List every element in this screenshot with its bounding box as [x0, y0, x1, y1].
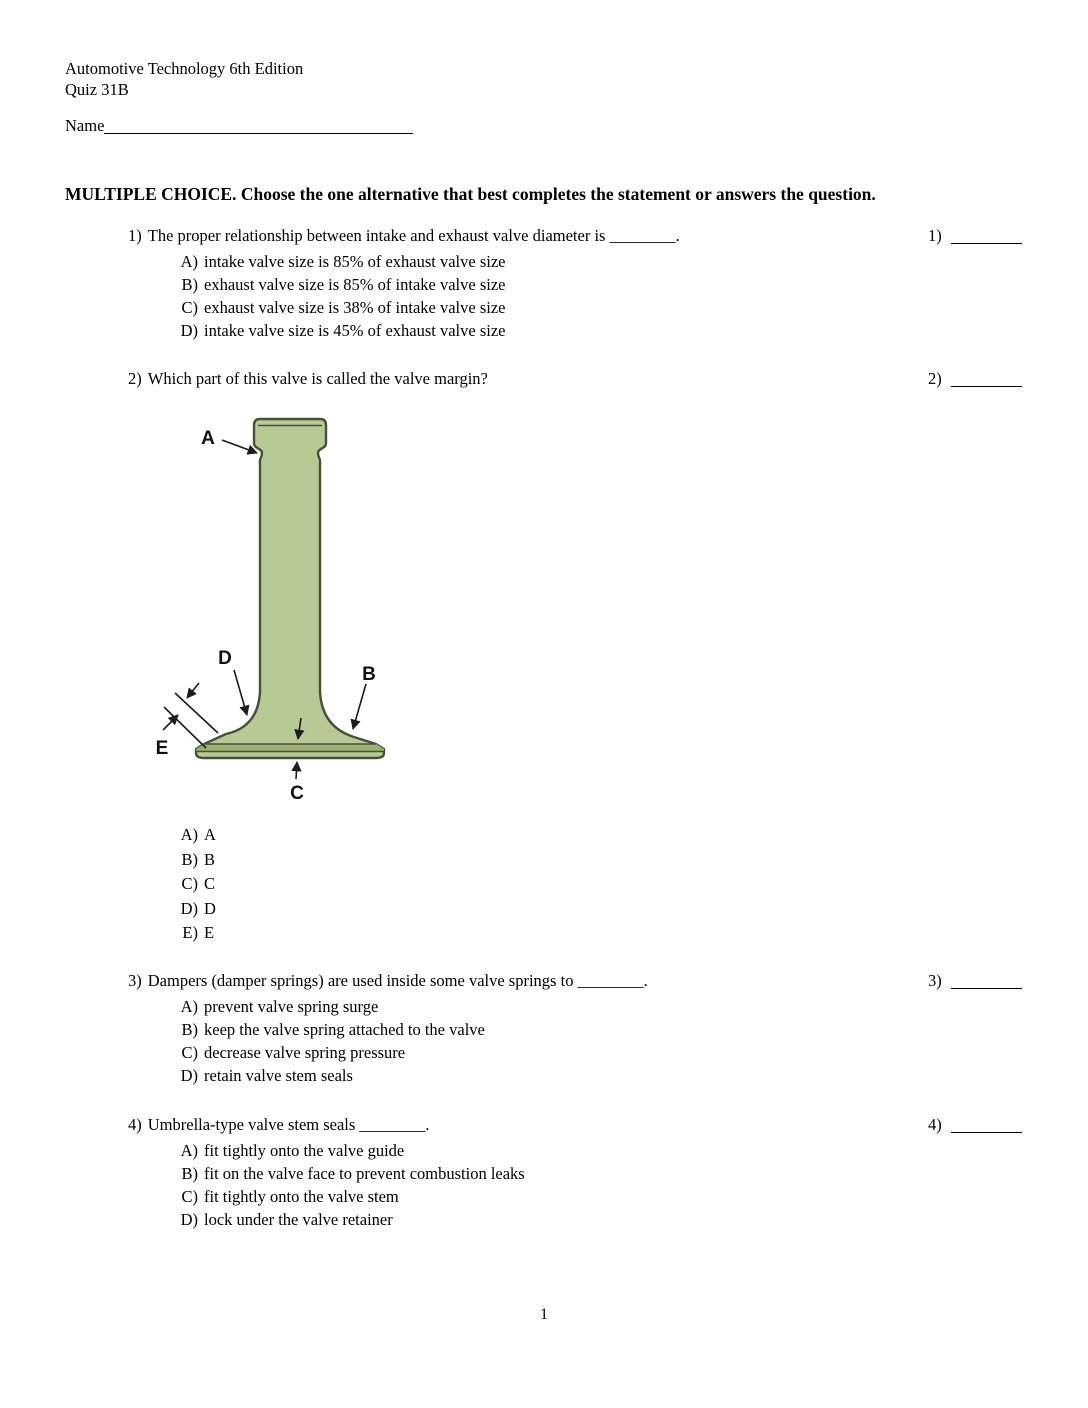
question-2-option-a: A) A [180, 825, 216, 844]
question-2-option-c: C) C [181, 874, 216, 894]
question-3-option-d: D) retain valve stem seals [180, 1066, 353, 1085]
answer-blank-1 [951, 229, 1022, 244]
document-header [65, 58, 303, 100]
question-3 [128, 971, 888, 1087]
question-2-option-b: B) B [181, 849, 216, 869]
header-quiz-number: Quiz 31B [65, 80, 129, 99]
question-4-option-a: A) fit tightly onto the valve guide [180, 1141, 405, 1160]
valve-label-b: B [362, 664, 376, 685]
question-1-option-c: C) exhaust valve size is 38% of intake valve size [181, 298, 506, 317]
question-4-number: 4) [128, 1115, 142, 1134]
question-1-text: The proper relationship between intake and exhaust valve diameter is ________. [147, 226, 680, 245]
valve-label-d: D [218, 648, 232, 669]
question-2-text: Which part of this valve is called the valve margin? [147, 369, 488, 388]
label-b-arrow [353, 684, 366, 729]
question-4-text: Umbrella-type valve stem seals ________. [147, 1115, 430, 1134]
label-c-up-arrow [296, 762, 297, 779]
question-4-option-b: B) fit on the valve face to prevent combustion leaks [181, 1164, 525, 1183]
question-2-options [174, 823, 216, 946]
label-a-arrow [222, 440, 257, 453]
answer-blank-4 [951, 1118, 1022, 1133]
name-field-row [65, 116, 413, 136]
answer-blank-3 [951, 974, 1022, 989]
page-number: 1 [540, 1306, 548, 1323]
question-2-option-d: D) D [180, 898, 216, 918]
valve-label-e: E [155, 738, 169, 759]
instructions: MULTIPLE CHOICE. Choose the one alternative that best completes the statement or answers the question. [65, 184, 876, 204]
question-4 [128, 1115, 888, 1231]
question-2-option-e: E) E [182, 923, 215, 943]
question-3-option-c: C) decrease valve spring pressure [181, 1043, 406, 1062]
question-2 [128, 369, 888, 389]
name-blank-line [104, 119, 413, 134]
label-e-lower-arrow [163, 715, 178, 730]
question-3-number: 3) [128, 971, 142, 990]
valve-diagram-figure [150, 412, 430, 812]
question-1-option-d: D) intake valve size is 45% of exhaust valve size [180, 321, 506, 340]
question-4-option-c: C) fit tightly onto the valve stem [181, 1187, 399, 1206]
answer-slot-1: 1) [928, 226, 1022, 246]
question-3-option-a: A) prevent valve spring surge [180, 997, 379, 1016]
question-1-number: 1) [128, 226, 142, 245]
answer-slot-4: 4) [928, 1115, 1022, 1135]
label-e-upper-arrow [187, 683, 199, 698]
question-3-text: Dampers (damper springs) are used inside some valve springs to ________. [147, 971, 648, 990]
name-label: Name [65, 116, 105, 135]
question-4-option-d: D) lock under the valve retainer [180, 1210, 393, 1229]
label-d-arrow [234, 670, 247, 715]
answer-slot-3: 3) [928, 971, 1022, 991]
answer-blank-2 [951, 372, 1022, 387]
valve-label-a: A [201, 428, 215, 449]
header-title: Automotive Technology 6th Edition [65, 59, 304, 78]
valve-body-shape [196, 419, 384, 758]
valve-label-c: C [290, 783, 304, 804]
question-1 [128, 226, 888, 342]
question-1-option-a: A) intake valve size is 85% of exhaust valve size [180, 252, 506, 271]
question-3-option-b: B) keep the valve spring attached to the valve [181, 1020, 485, 1039]
question-2-number: 2) [128, 369, 142, 388]
valve-face-band [196, 744, 384, 752]
answer-slot-2: 2) [928, 369, 1022, 389]
question-1-option-b: B) exhaust valve size is 85% of intake valve size [181, 275, 506, 294]
